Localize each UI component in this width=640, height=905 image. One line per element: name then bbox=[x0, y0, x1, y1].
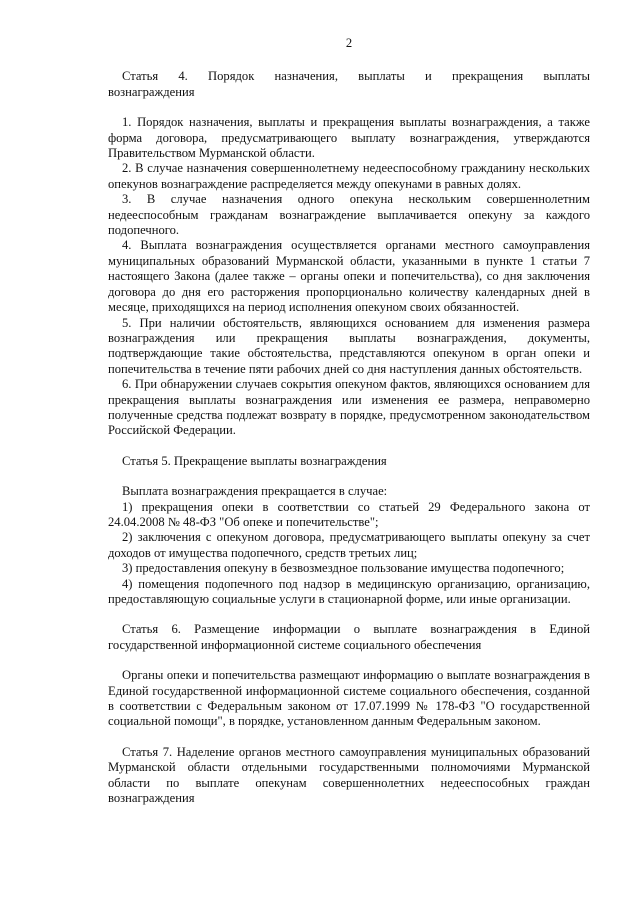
article-4-paragraph-5: 5. При наличии обстоятельств, являющихся основанием для изменения размера вознаграждения или прекращения выплаты вознаграждения, документы, подтверждающие такие обстоятельства, представляются опекуном в орган опеки и попечительства в течение пяти рабочих дней со дня наступления данных обстоятельств. bbox=[108, 315, 590, 376]
page-number: 2 bbox=[345, 36, 353, 50]
article-5-intro: Выплата вознаграждения прекращается в случае: bbox=[122, 484, 388, 499]
article-4-paragraph-4: 4. Выплата вознаграждения осуществляется органами местного самоуправления муниципальных образований Мурманской области, указанными в пункте 1 статьи 7 настоящего Закона (далее также – органы опеки и попечительства), со дня заключения договора до дня его расторжения пропорционально количеству календарных дней в месяце, приходящихся на период исполнения опекуном своих обязанностей. bbox=[108, 238, 590, 315]
article-4-paragraph-1: 1. Порядок назначения, выплаты и прекращения выплаты вознаграждения, а также форма договора, предусматривающего выплату вознаграждения, утверждаются Правительством Мурманской области. bbox=[108, 115, 590, 161]
article-5-item-4: 4) помещения подопечного под надзор в медицинскую организацию, организацию, предоставляющую социальные услуги в стационарной форме, или иные организации. bbox=[108, 576, 590, 606]
article-6-heading: Статья 6. Размещение информации о выплате вознаграждения в Единой государственной информационной системе социального обеспечения bbox=[108, 622, 590, 652]
article-5-item-1: 1) прекращения опеки в соответствии со статьей 29 Федерального закона от 24.04.2008 № 48-ФЗ "Об опеке и попечительстве"; bbox=[108, 499, 590, 529]
article-5-item-3: 3) предоставления опекуну в безвозмездное пользование имущества подопечного; bbox=[122, 561, 565, 576]
article-4-paragraph-3: 3. В случае назначения одного опекуна нескольким совершеннолетним недееспособным гражданам вознаграждение выплачивается опекуну за каждого подопечного. bbox=[108, 192, 590, 238]
article-5-heading: Статья 5. Прекращение выплаты вознаграждения bbox=[122, 453, 387, 468]
article-7-heading: Статья 7. Наделение органов местного самоуправления муниципальных образований Мурманской области отдельными государственными полномочиями Мурманской области по выплате опекунам совершеннолетних недееспособных граждан вознаграждения bbox=[108, 744, 590, 806]
article-6-paragraph-1: Органы опеки и попечительства размещают информацию о выплате вознаграждения в Единой государственной информационной системе социального обеспечения, созданной в соответствии с Федеральным законом от 17.07.1999 № 178-ФЗ "О государственной социальной помощи", в порядке, установленном данным Федеральным законом. bbox=[108, 668, 590, 729]
article-4-paragraph-2: 2. В случае назначения совершеннолетнему недееспособному гражданину нескольких опекунов вознаграждение распределяется между опекунами в равных долях. bbox=[108, 161, 590, 191]
article-5-item-2: 2) заключения с опекуном договора, предусматривающего выплаты опекуну за счет доходов от имущества подопечного, средств третьих лиц; bbox=[108, 530, 590, 560]
article-4-heading: Статья 4. Порядок назначения, выплаты и прекращения выплаты вознаграждения bbox=[108, 69, 590, 99]
article-4-paragraph-6: 6. При обнаружении случаев сокрытия опекуном фактов, являющихся основанием для прекращения выплаты вознаграждения или изменения ее размера, неправомерно полученные средства подлежат возврату в порядке, предусмотренном законодательством Российской Федерации. bbox=[108, 377, 590, 438]
